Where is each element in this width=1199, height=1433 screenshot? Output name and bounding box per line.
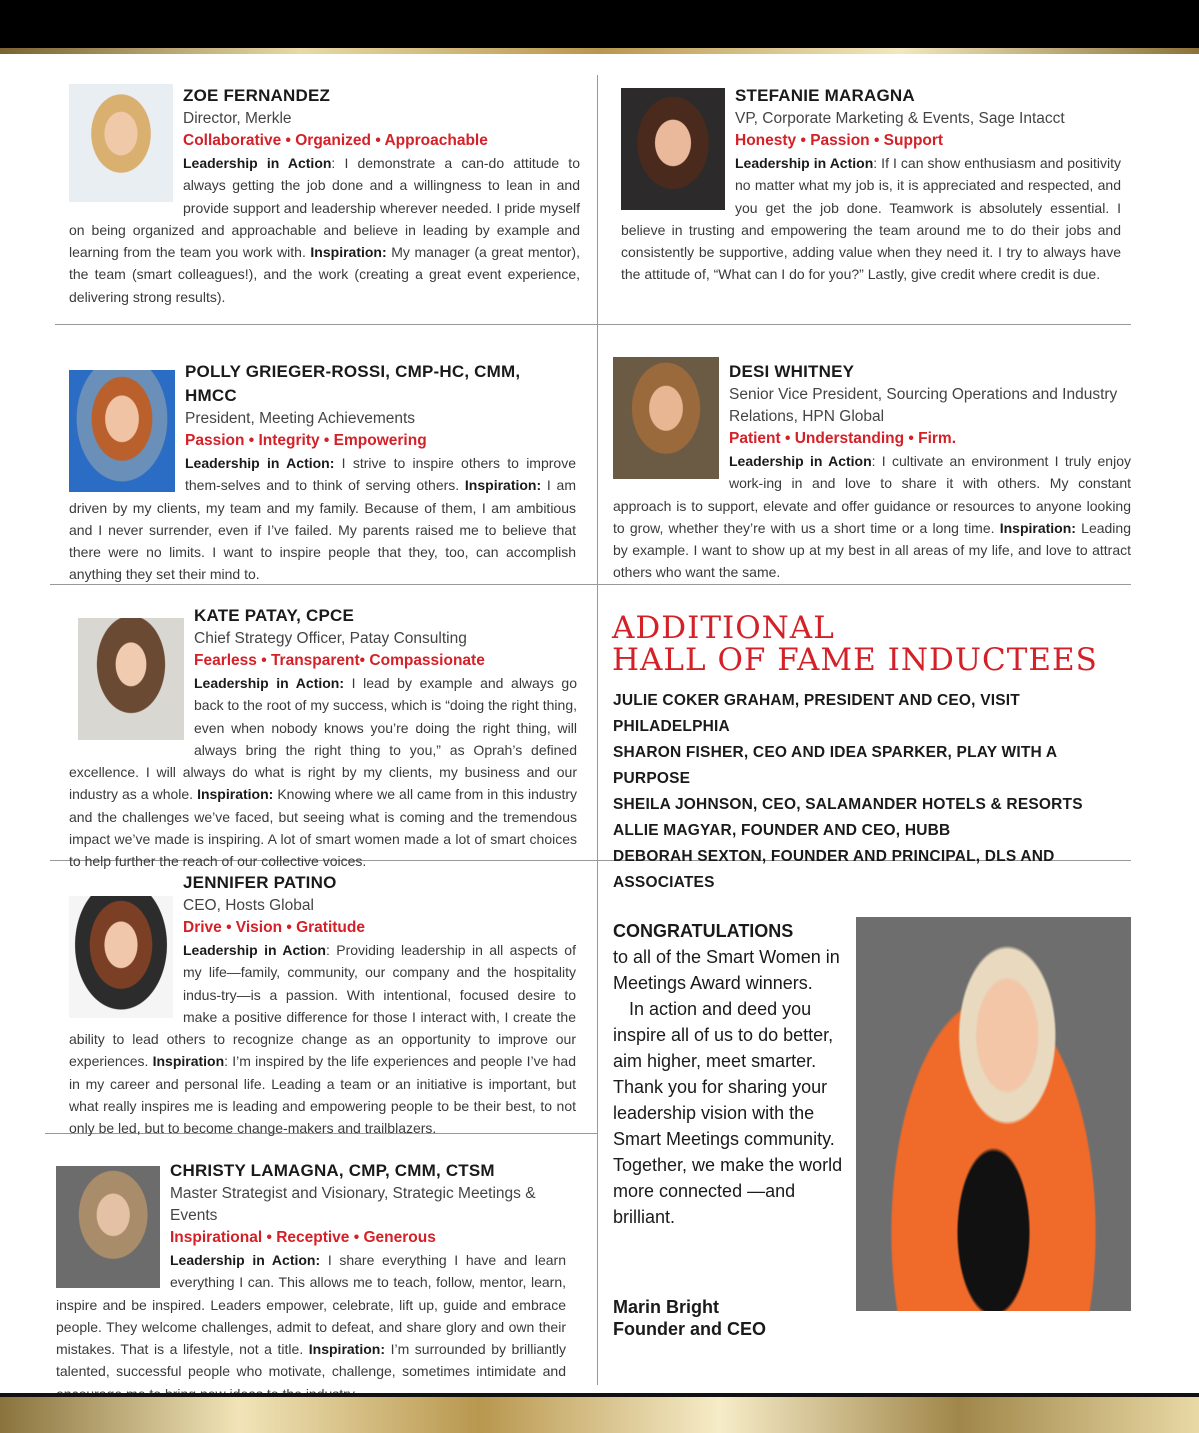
profile-title: CEO, Hosts Global: [183, 897, 314, 914]
portrait-photo: [69, 370, 175, 492]
column-divider: [597, 75, 598, 1385]
profile-desi-whitney: [613, 360, 1131, 584]
profile-traits: Patient • Understanding • Firm.: [729, 430, 957, 447]
row-divider: [55, 324, 1131, 325]
profile-body: Leadership in Action: I share everything I have and learn everything I can. This allows me to teach, follow, mentor, learn, inspire and be inspired. Leaders empower, celebrate, lift up, guide and embrace people. They welcome challenges, admit to defeat, and share glory and own their mistakes. That is a lifestyle, not a title. Inspiration: I’m surrounded by brilliantly talented, successful people who motivate, challenge, sometimes intimidate and: [56, 1252, 567, 1380]
signature-name: Marin Bright: [613, 1297, 719, 1317]
profile-body: Leadership in Action: I demonstrate a can-do attitude to always getting the job done and a willingness to lean in and provide support and leadership wherever needed. I pride myself on being organized and approachable and believe in leading by example and learning from the team you work with. Inspiration: My manager (a great mentor), the team (smart colleagues!), and the work (creating a great event experience, delivering strong results).: [69, 155, 580, 305]
heading-line: HALL OF FAME INDUCTEES: [612, 642, 1098, 678]
list-item: ALLIE MAGYAR, FOUNDER AND CEO, HUBB: [613, 822, 951, 839]
profile-jennifer-patino: [69, 871, 576, 1140]
portrait-photo: [69, 84, 173, 202]
portrait-photo: [69, 896, 173, 1018]
list-item: DEBORAH SEXTON, FOUNDER AND PRINCIPAL, DLS AND ASSOCIATES: [613, 848, 1055, 891]
profile-title: Master Strategist and Visionary, Strategic Meetings & Events: [170, 1185, 536, 1224]
profile-traits: Passion • Integrity • Empowering: [185, 432, 427, 449]
bottom-gold-band: [0, 1397, 1199, 1433]
profile-traits: Honesty • Passion • Support: [735, 132, 944, 149]
portrait-photo: [613, 357, 719, 479]
portrait-photo: [56, 1166, 160, 1288]
profile-name: KATE PATAY, CPCE: [194, 606, 355, 625]
congratulations-note: [613, 918, 853, 1230]
profile-body: Leadership in Action: I strive to inspire others to improve them-selves and to think of serving others. Inspiration: I am driven by my clients, my team and my family. Because of them, I am ambitious and I never surrender, even if I’ve failed. My parents raised me to believe that there were no limits. I want to inspire people that they, too, can accomplish anything they set their mind to.: [69, 455, 576, 583]
marin-bright-photo: [856, 917, 1131, 1311]
top-gold-band: [0, 48, 1199, 54]
profile-traits: Fearless • Transparent• Compassionate: [194, 652, 485, 669]
profile-body: Leadership in Action: If I can show enthusiasm and positivity no matter what my job is, it is appreciated and respected, and you get the job done. Teamwork is absolutely essential. I believe in trusting and empowering the team around me to do their jobs and consistently be supportive, adding value when they need it. I try to always have the attitude of, “What can I do for you?” Lastly, give credit where credit is due.: [621, 155, 1121, 283]
additional-inductees-list: [613, 688, 1133, 896]
profile-kate-patay: [69, 604, 577, 873]
profile-christy-lamagna: [56, 1159, 566, 1405]
profile-name: STEFANIE MARAGNA: [735, 86, 915, 105]
profile-title: VP, Corporate Marketing & Events, Sage Intacct: [735, 110, 1065, 127]
profile-body: Leadership in Action: I lead by example and always go back to the root of my success, which is “doing the right thing, even when nobody knows you’re doing the right thing, will always bring the right thing to you,” as Oprah’s defined excellence. I will always do what is right by my clients, my business and our industry as a whole. Inspiration: Knowing where we all came from in this industry and the challenges we’ve faced, but seeing what is coming and the tremendous impact we’ve made is inspiring. A lot of smart women made a lot of smart choices to help further the reach of our collective voices.: [69, 675, 578, 870]
profile-polly-grieger-rossi: [69, 360, 576, 586]
profile-name: JENNIFER PATINO: [183, 873, 337, 892]
profile-traits: Collaborative • Organized • Approachable: [183, 132, 488, 149]
profile-zoe-fernandez: [69, 84, 580, 308]
profile-title: Director, Merkle: [183, 110, 292, 127]
list-item: SHEILA JOHNSON, CEO, SALAMANDER HOTELS & RESORTS: [613, 796, 1083, 813]
profile-name: POLLY GRIEGER-ROSSI, CMP-HC, CMM, HMCC: [185, 362, 521, 405]
portrait-photo: [78, 618, 184, 740]
list-item: JULIE COKER GRAHAM, PRESIDENT AND CEO, VISIT PHILADELPHIA: [613, 692, 1020, 735]
congrats-paragraph: In action and deed you inspire all of us to do better, aim higher, meet smarter. Thank you for sharing your leadership vision with the Smart Meetings community. Together, we make the world more connected —and brilliant.: [613, 999, 843, 1227]
profile-title: President, Meeting Achievements: [185, 410, 416, 427]
profile-traits: Drive • Vision • Gratitude: [183, 919, 365, 936]
list-item: SHARON FISHER, CEO AND IDEA SPARKER, PLAY WITH A PURPOSE: [613, 744, 1057, 787]
profile-traits: Inspirational • Receptive • Generous: [170, 1229, 436, 1246]
profile-body: Leadership in Action: I cultivate an environment I truly enjoy work-ing in and love to share it with others. My constant approach is to support, elevate and offer guidance or resources to anyone looking to grow, whether they’re with us a short time or a long time. Inspiration: Leading by example. I want to show up at my best in all areas of my life, and love to attract others who want the same.: [613, 453, 1131, 581]
profile-title: Senior Vice President, Sourcing Operations and Industry Relations, HPN Global: [729, 386, 1118, 425]
signature: [613, 1296, 766, 1340]
profile-name: CHRISTY LAMAGNA, CMP, CMM, CTSM: [170, 1161, 495, 1180]
congrats-heading: CONGRATULATIONS: [613, 921, 794, 941]
profile-name: ZOE FERNANDEZ: [183, 86, 331, 105]
congrats-paragraph: to all of the Smart Women in Meetings Award winners.: [613, 947, 840, 993]
profile-title: Chief Strategy Officer, Patay Consulting: [194, 630, 467, 647]
heading-line: ADDITIONAL: [612, 610, 835, 646]
top-black-band: [0, 0, 1199, 48]
additional-inductees-heading: [612, 612, 1132, 676]
signature-title: Founder and CEO: [613, 1319, 766, 1339]
profile-stefanie-maragna: [621, 84, 1121, 286]
portrait-photo: [621, 88, 725, 210]
profile-name: DESI WHITNEY: [729, 362, 855, 381]
profile-body: Leadership in Action: Providing leadership in all aspects of my life—family, community, our company and the hospitality indus-try—is a passion. With intentional, focused desire to make a positive difference for those I interact with, I create the ability to lead others to recognize change as an opportunity to improve our experiences. Inspiration: I’m inspired by the life experiences and people I’ve had in my career and personal life. Leading a team or an initiative is important, but what really inspires me is leading and empowering people to be their best, to not only be led, but to become change-makers and trailblazers.: [69, 942, 576, 1137]
